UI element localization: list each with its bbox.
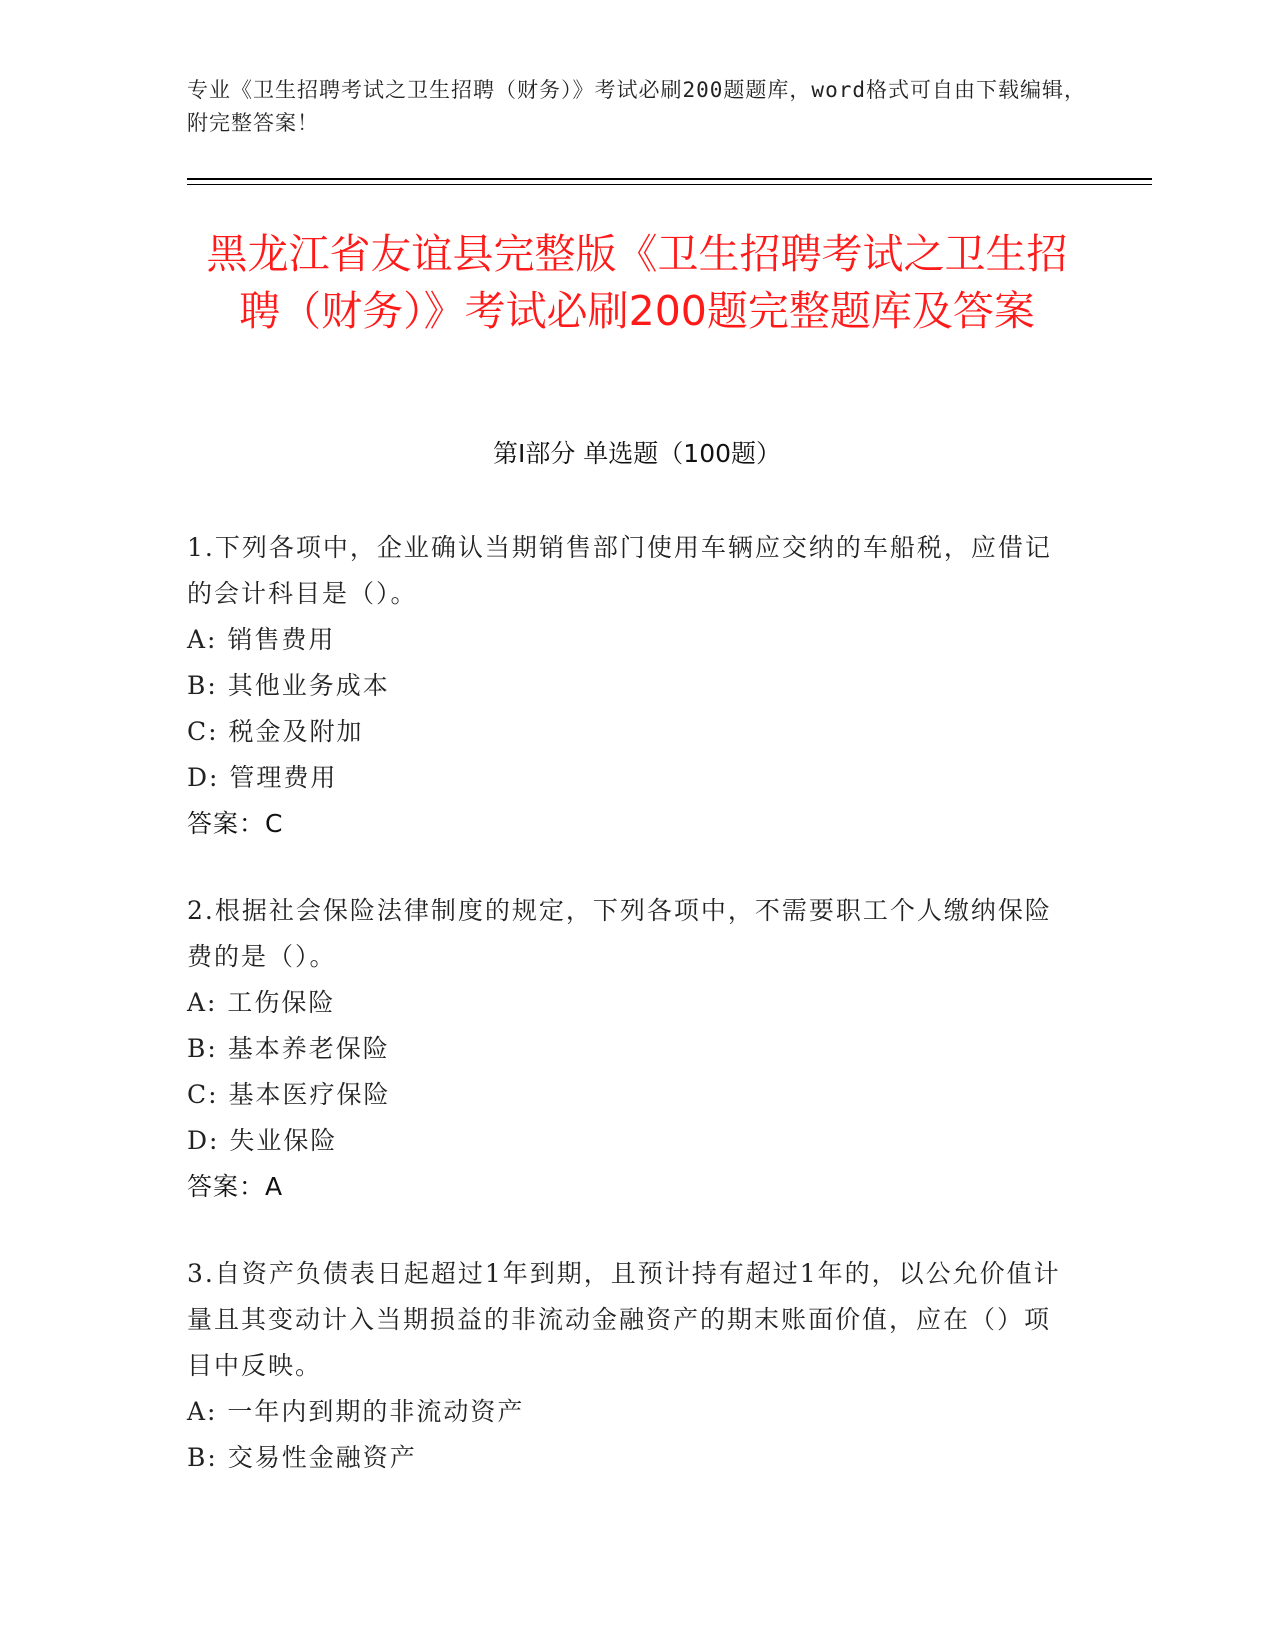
- option-a: A: 工伤保险: [187, 988, 336, 1017]
- option-c: C: 基本医疗保险: [187, 1080, 391, 1109]
- section-heading: 第I部分 单选题（100题）: [492, 439, 782, 468]
- question-stem: 3.自资产负债表日起超过1年到期，且预计持有超过1年的，以公允价值计量且其变动计入当期损益的非流动金融资产的期末账面价值，应在（）项目中反映。: [187, 1259, 1061, 1380]
- option-d: D: 管理费用: [187, 763, 338, 792]
- question-stem: 1.下列各项中，企业确认当期销售部门使用车辆应交纳的车船税，应借记的会计科目是（）。: [187, 533, 1052, 608]
- option-c: C: 税金及附加: [187, 717, 364, 746]
- option-a: A: 一年内到期的非流动资产: [187, 1397, 525, 1426]
- option-b: B: 交易性金融资产: [187, 1443, 417, 1472]
- option-a: A: 销售费用: [187, 625, 336, 654]
- header-note: 专业《卫生招聘考试之卫生招聘（财务）》考试必刷200题题库，word格式可自由下载编辑，附完整答案！: [187, 78, 1086, 135]
- question-3: [187, 1251, 1077, 1481]
- answer: 答案：C: [187, 809, 284, 838]
- option-b: B: 其他业务成本: [187, 671, 390, 700]
- document-title: 黑龙江省友谊县完整版《卫生招聘考试之卫生招聘（财务）》考试必刷200题完整题库及答案: [206, 230, 1068, 335]
- option-b: B: 基本养老保险: [187, 1034, 390, 1063]
- question-2: [187, 888, 1077, 1210]
- question-stem: 2.根据社会保险法律制度的规定，下列各项中，不需要职工个人缴纳保险费的是（）。: [187, 896, 1052, 971]
- answer: 答案：A: [187, 1172, 284, 1201]
- header-divider-thick: [187, 178, 1152, 180]
- header-divider-thin: [187, 184, 1152, 185]
- option-d: D: 失业保险: [187, 1126, 338, 1155]
- question-1: [187, 525, 1077, 847]
